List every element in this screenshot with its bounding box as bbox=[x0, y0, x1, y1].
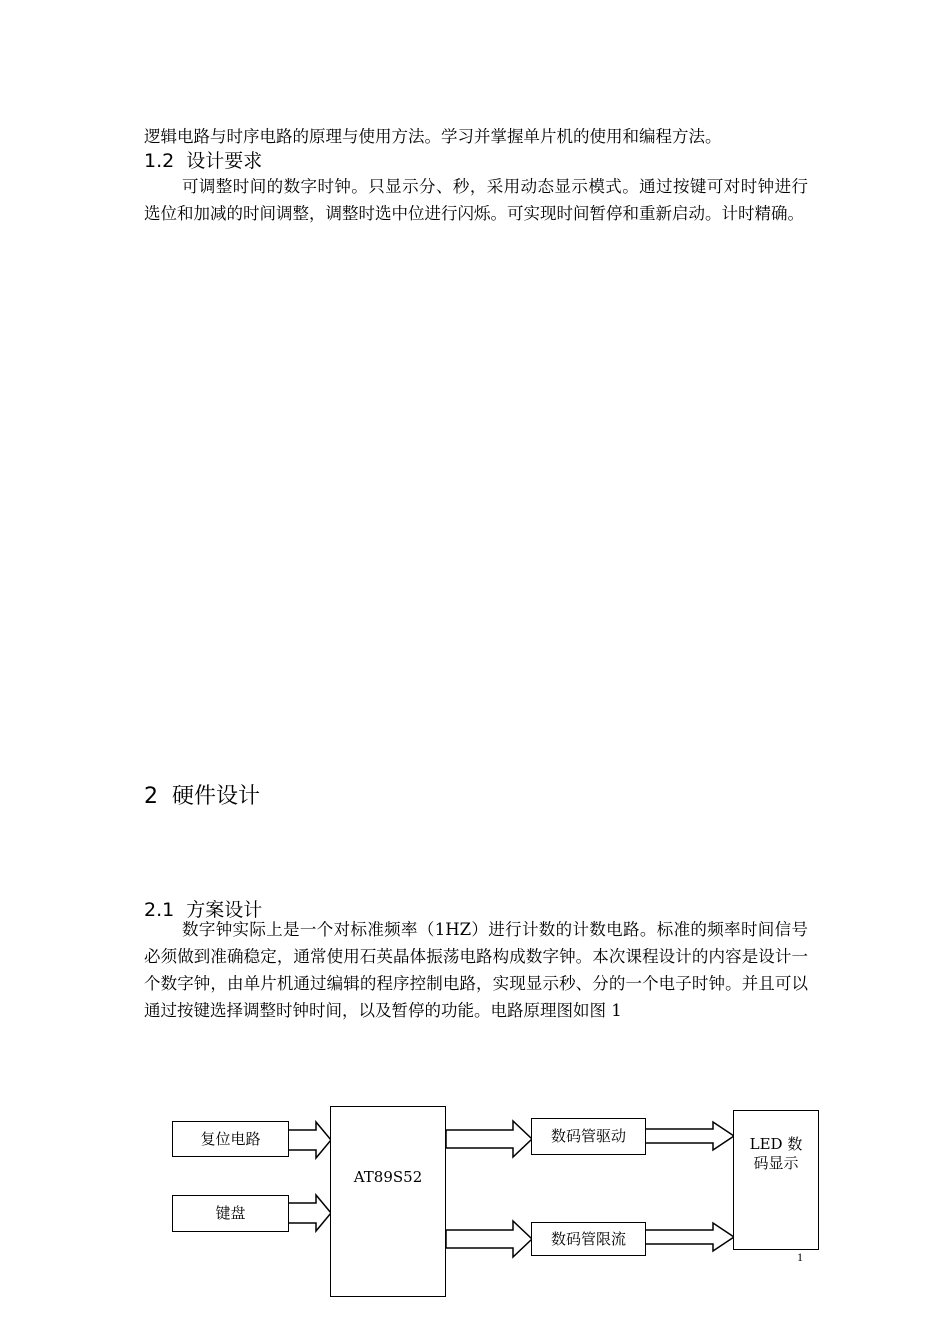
section-2-1-body: 数字钟实际上是一个对标准频率（1HZ）进行计数的计数电路。标准的频率时间信号必须做到准确稳定，通常使用石英晶体振荡电路构成数字钟。本次课程设计的内容是设计一个数字钟，由单片机通过编辑的程序控制电路，实现显示秒、分的一个电子时钟。并且可以通过按键选择调整时钟时间，以及暂停的功能。电路原理图如图 1 bbox=[144, 920, 808, 1020]
led-display-box bbox=[733, 1110, 819, 1250]
digit-driver-label: 数码管驱动 bbox=[550, 1127, 626, 1145]
section-2-heading: 2 硬件设计 bbox=[144, 784, 260, 809]
arrow-keyboard-to-mcu bbox=[288, 1195, 331, 1231]
mcu-label: AT89S52 bbox=[353, 1168, 423, 1186]
arrow-mcu-to-limiter bbox=[446, 1221, 532, 1257]
reset-circuit-box bbox=[172, 1121, 289, 1157]
reset-circuit-label: 复位电路 bbox=[200, 1130, 261, 1148]
keyboard-label: 键盘 bbox=[215, 1204, 246, 1222]
led-display-label-line2: 码显示 bbox=[753, 1154, 799, 1172]
led-display-label-line1: LED 数 bbox=[749, 1135, 803, 1153]
arrow-mcu-to-driver bbox=[446, 1121, 532, 1157]
keyboard-box bbox=[172, 1195, 289, 1232]
section-2-1-heading: 2.1 方案设计 bbox=[144, 899, 263, 921]
section-1-2-heading: 1.2 设计要求 bbox=[144, 150, 263, 172]
section-1-2-body: 可调整时间的数字时钟。只显示分、秒，采用动态显示模式。通过按键可对时钟进行选位和加减的时间调整，调整时选中位进行闪烁。可实现时间暂停和重新启动。计时精确。 bbox=[144, 177, 808, 223]
digit-driver-box bbox=[531, 1118, 646, 1155]
digit-limiter-label: 数码管限流 bbox=[550, 1230, 626, 1248]
arrow-reset-to-mcu bbox=[288, 1122, 331, 1158]
intro-text: 逻辑电路与时序电路的原理与使用方法。学习并掌握单片机的使用和编程方法。 bbox=[144, 127, 722, 146]
arrow-driver-to-led bbox=[645, 1122, 734, 1150]
mcu-box bbox=[330, 1106, 446, 1297]
digit-limiter-box bbox=[531, 1222, 646, 1256]
page-number: 1 bbox=[797, 1250, 803, 1264]
arrow-limiter-to-led bbox=[645, 1223, 734, 1251]
